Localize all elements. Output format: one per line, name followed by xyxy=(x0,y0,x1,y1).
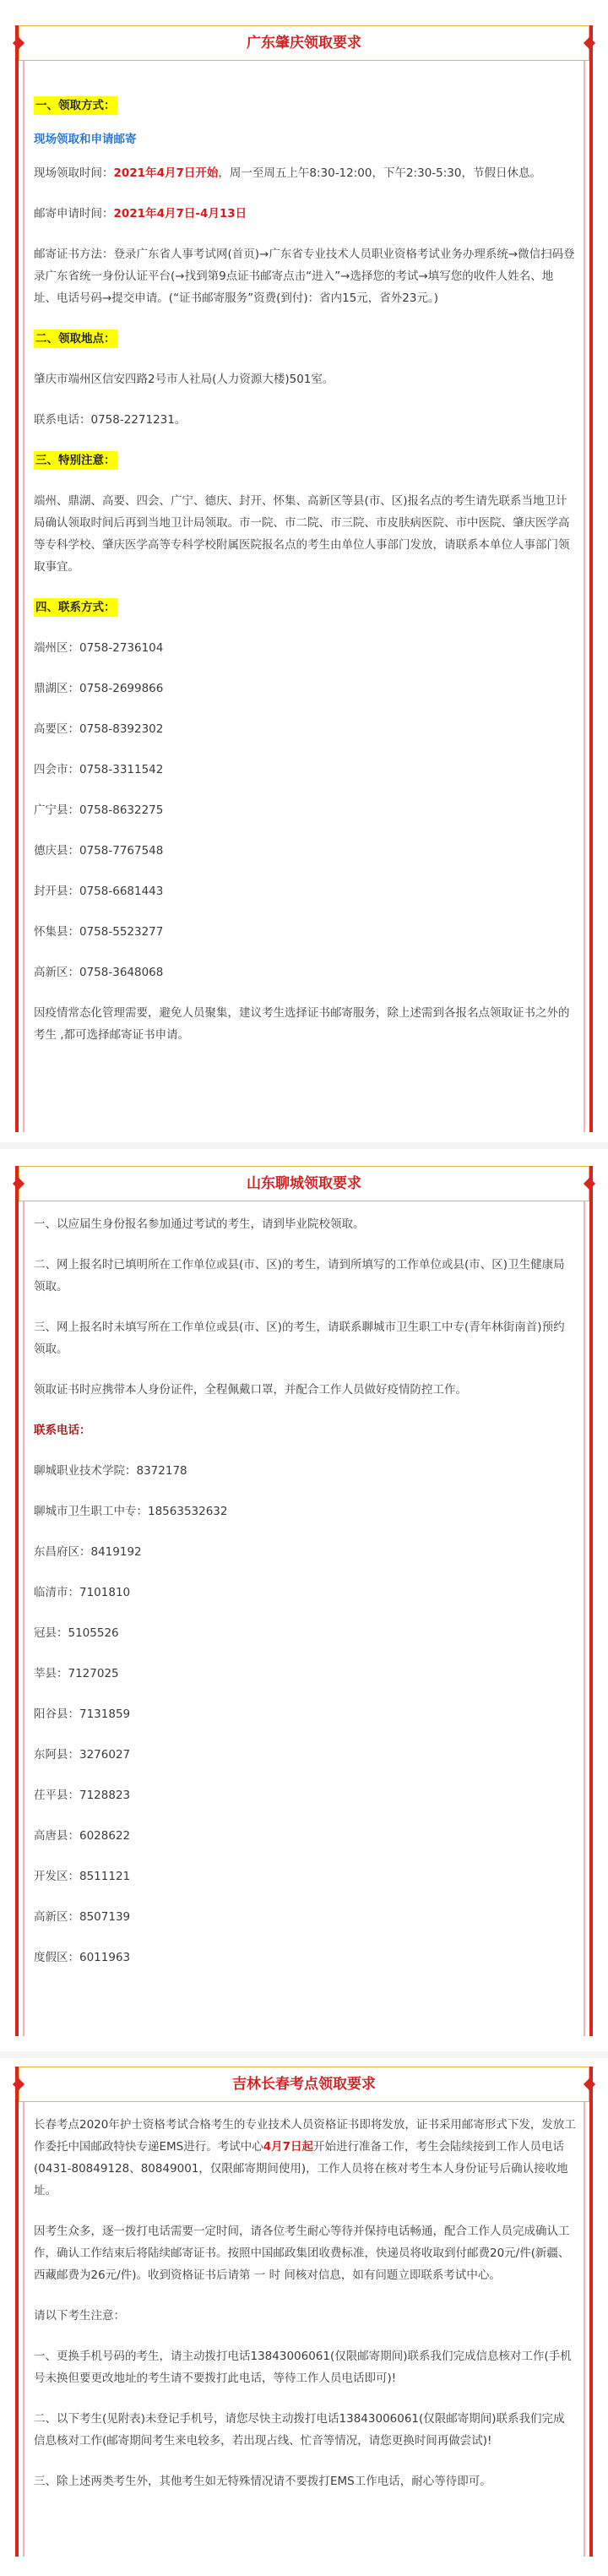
list-item: 高新区：8507139 xyxy=(34,1910,131,1924)
heading-contacts: 联系电话： xyxy=(34,1424,91,1437)
attention-text: 请以下考生注意： xyxy=(34,2309,125,2323)
section-header xyxy=(19,25,589,61)
heading-notice: 三、特别注意： xyxy=(34,451,117,470)
list-item: 四会市：0758-3311542 xyxy=(34,763,164,776)
rule-4: 领取证书时应携带本人身份证件，全程佩戴口罩，并配合工作人员做好疫情防控工作。 xyxy=(34,1383,467,1397)
list-item: 冠县：5105526 xyxy=(34,1626,119,1640)
onsite-time: 现场领取时间：2021年4月7日开始，周一至周五上午8:30-12:00，下午2:30-5:30，节假日休息。 xyxy=(34,166,541,180)
address: 肇庆市端州区信安四路2号市人社局(人力资源大楼)501室。 xyxy=(34,373,334,386)
rule-1: 一、更换手机号码的考生，请主动拨打电话13843006061(仅限邮寄期间)联系我们完成信息核对工作(手机号未换但要更改地址的考生请不要拨打此电话，等待工作人员电话即可)! xyxy=(34,2350,572,2385)
list-item: 端州区：0758-2736104 xyxy=(34,641,164,655)
method-subtitle: 现场领取和申请邮寄 xyxy=(34,133,137,146)
list-item: 度假区：6011963 xyxy=(34,1951,131,1964)
contact-list xyxy=(34,637,576,1002)
list-item: 封开县：0758-6681443 xyxy=(34,885,164,898)
notice-text: 端州、鼎湖、高要、四会、广宁、德庆、封开、怀集、高新区等县(市、区)报名点的考生请先联系当地卫计局确认领取时间后再到当地卫计局领取。市一院、市二院、市三院、市皮肤病医院、市中医院、肇庆医学高等专科学校、肇庆医学高等专科学校附属医院报名点的考生由单位人事部门发放，请联系本单位人事部门领取事宜。 xyxy=(34,494,570,574)
zhaoqing-card xyxy=(15,25,593,1132)
mail-time: 邮寄申请时间：2021年4月7日-4月13日 xyxy=(34,207,247,221)
list-item: 高要区：0758-8392302 xyxy=(34,722,164,736)
section-header xyxy=(19,1166,589,1201)
liaocheng-card xyxy=(15,1166,593,2036)
list-item: 聊城市卫生职工中专：18563532632 xyxy=(34,1505,228,1518)
footer-note: 因疫情常态化管理需要，避免人员聚集，建议考生选择证书邮寄服务，除上述需到各报名点领取证书之外的考生 ,都可选择邮寄证书申请。 xyxy=(34,1006,570,1042)
section-header xyxy=(19,2067,589,2102)
list-item: 阳谷县：7131859 xyxy=(34,1707,131,1721)
list-item: 高新区：0758-3648068 xyxy=(34,966,164,979)
rule-3: 三、除上述两类考生外，其他考生如无特殊情况请不要拨打EMS工作电话，耐心等待即可。 xyxy=(34,2475,491,2488)
list-item: 德庆县：0758-7767548 xyxy=(34,844,164,858)
list-item: 开发区：8511121 xyxy=(34,1870,131,1883)
contact-list xyxy=(34,1460,576,1969)
list-item: 鼎湖区：0758-2699866 xyxy=(34,682,164,695)
list-item: 临清市：7101810 xyxy=(34,1586,131,1599)
section-divider xyxy=(0,1142,608,1149)
list-item: 聊城职业技术学院：8372178 xyxy=(34,1464,187,1478)
list-item: 莘县：7127025 xyxy=(34,1667,119,1680)
list-item: 广宁县：0758-8632275 xyxy=(34,803,164,817)
list-item: 高唐县：6028622 xyxy=(34,1829,131,1843)
rule-2: 二、以下考生(见附表)未登记手机号，请您尽快主动拨打电话13843006061(仅限邮寄期间)联系我们完成信息核对工作(邮寄期间考生来电较多，若出现占线、忙音等情况，请您更换时间再做尝试)! xyxy=(34,2412,565,2448)
mail-method: 邮寄证书方法：登录广东省人事考试网(首页)→广东省专业技术人员职业资格考试业务办理系统→微信扫码登录广东省统一身份认证平台(→找到第9点证书邮寄点击“进入”→选择您的考试→填写您的收件人姓名、地址、电话号码→提交申请。(“证书邮寄服务”资费(到付)：省内15元，省外23元。) xyxy=(34,248,575,305)
list-item: 东昌府区：8419192 xyxy=(34,1545,142,1559)
section-divider xyxy=(0,2051,608,2058)
contact-phone: 联系电话：0758-2271231。 xyxy=(34,413,187,427)
section-title: 吉林长春考点领取要求 xyxy=(232,2076,376,2093)
heading-method: 一、领取方式： xyxy=(34,96,117,115)
list-item: 怀集县：0758-5523277 xyxy=(34,925,164,939)
process-text: 因考生众多，逐一拨打电话需要一定时间，请各位考生耐心等待并保持电话畅通，配合工作人员完成确认工作，确认工作结束后将陆续邮寄证书。按照中国邮政集团收费标准，快递员将收取到付邮费20元/件(新疆、西藏邮费为26元/件)。收到资格证书后请第 一 时 间核对信息，如有问题立即联系考试中心。 xyxy=(34,2225,570,2282)
section-title: 山东聊城领取要求 xyxy=(247,1175,361,1192)
list-item: 东阿县：3276027 xyxy=(34,1748,131,1762)
rule-2: 二、网上报名时已填明所在工作单位或县(市、区)的考生，请到所填写的工作单位或县(市、区)卫生健康局领取。 xyxy=(34,1258,565,1293)
intro-text: 长春考点2020年护士资格考试合格考生的专业技术人员资格证书即将发放，证书采用邮寄形式下发，发放工作委托中国邮政特快专递EMS进行。考试中心4月7日起开始进行准备工作，考生会陆续接到工作人员电话(0431-80849128、80849001，仅限邮寄期间使用)，工作人员将在核对考生本人身份证号后确认接收地址。 xyxy=(34,2118,576,2197)
rule-3: 三、网上报名时未填写所在工作单位或县(市、区)的考生，请联系聊城市卫生职工中专(青年林街南首)预约领取。 xyxy=(34,1321,565,1356)
section-title: 广东肇庆领取要求 xyxy=(247,35,361,52)
rule-1: 一、以应届生身份报名参加通过考试的考生，请到毕业院校领取。 xyxy=(34,1217,365,1231)
heading-contacts: 四、联系方式： xyxy=(34,598,117,617)
list-item: 茌平县：7128823 xyxy=(34,1789,131,1802)
changchun-card xyxy=(15,2067,593,2557)
heading-location: 二、领取地点： xyxy=(34,329,117,348)
